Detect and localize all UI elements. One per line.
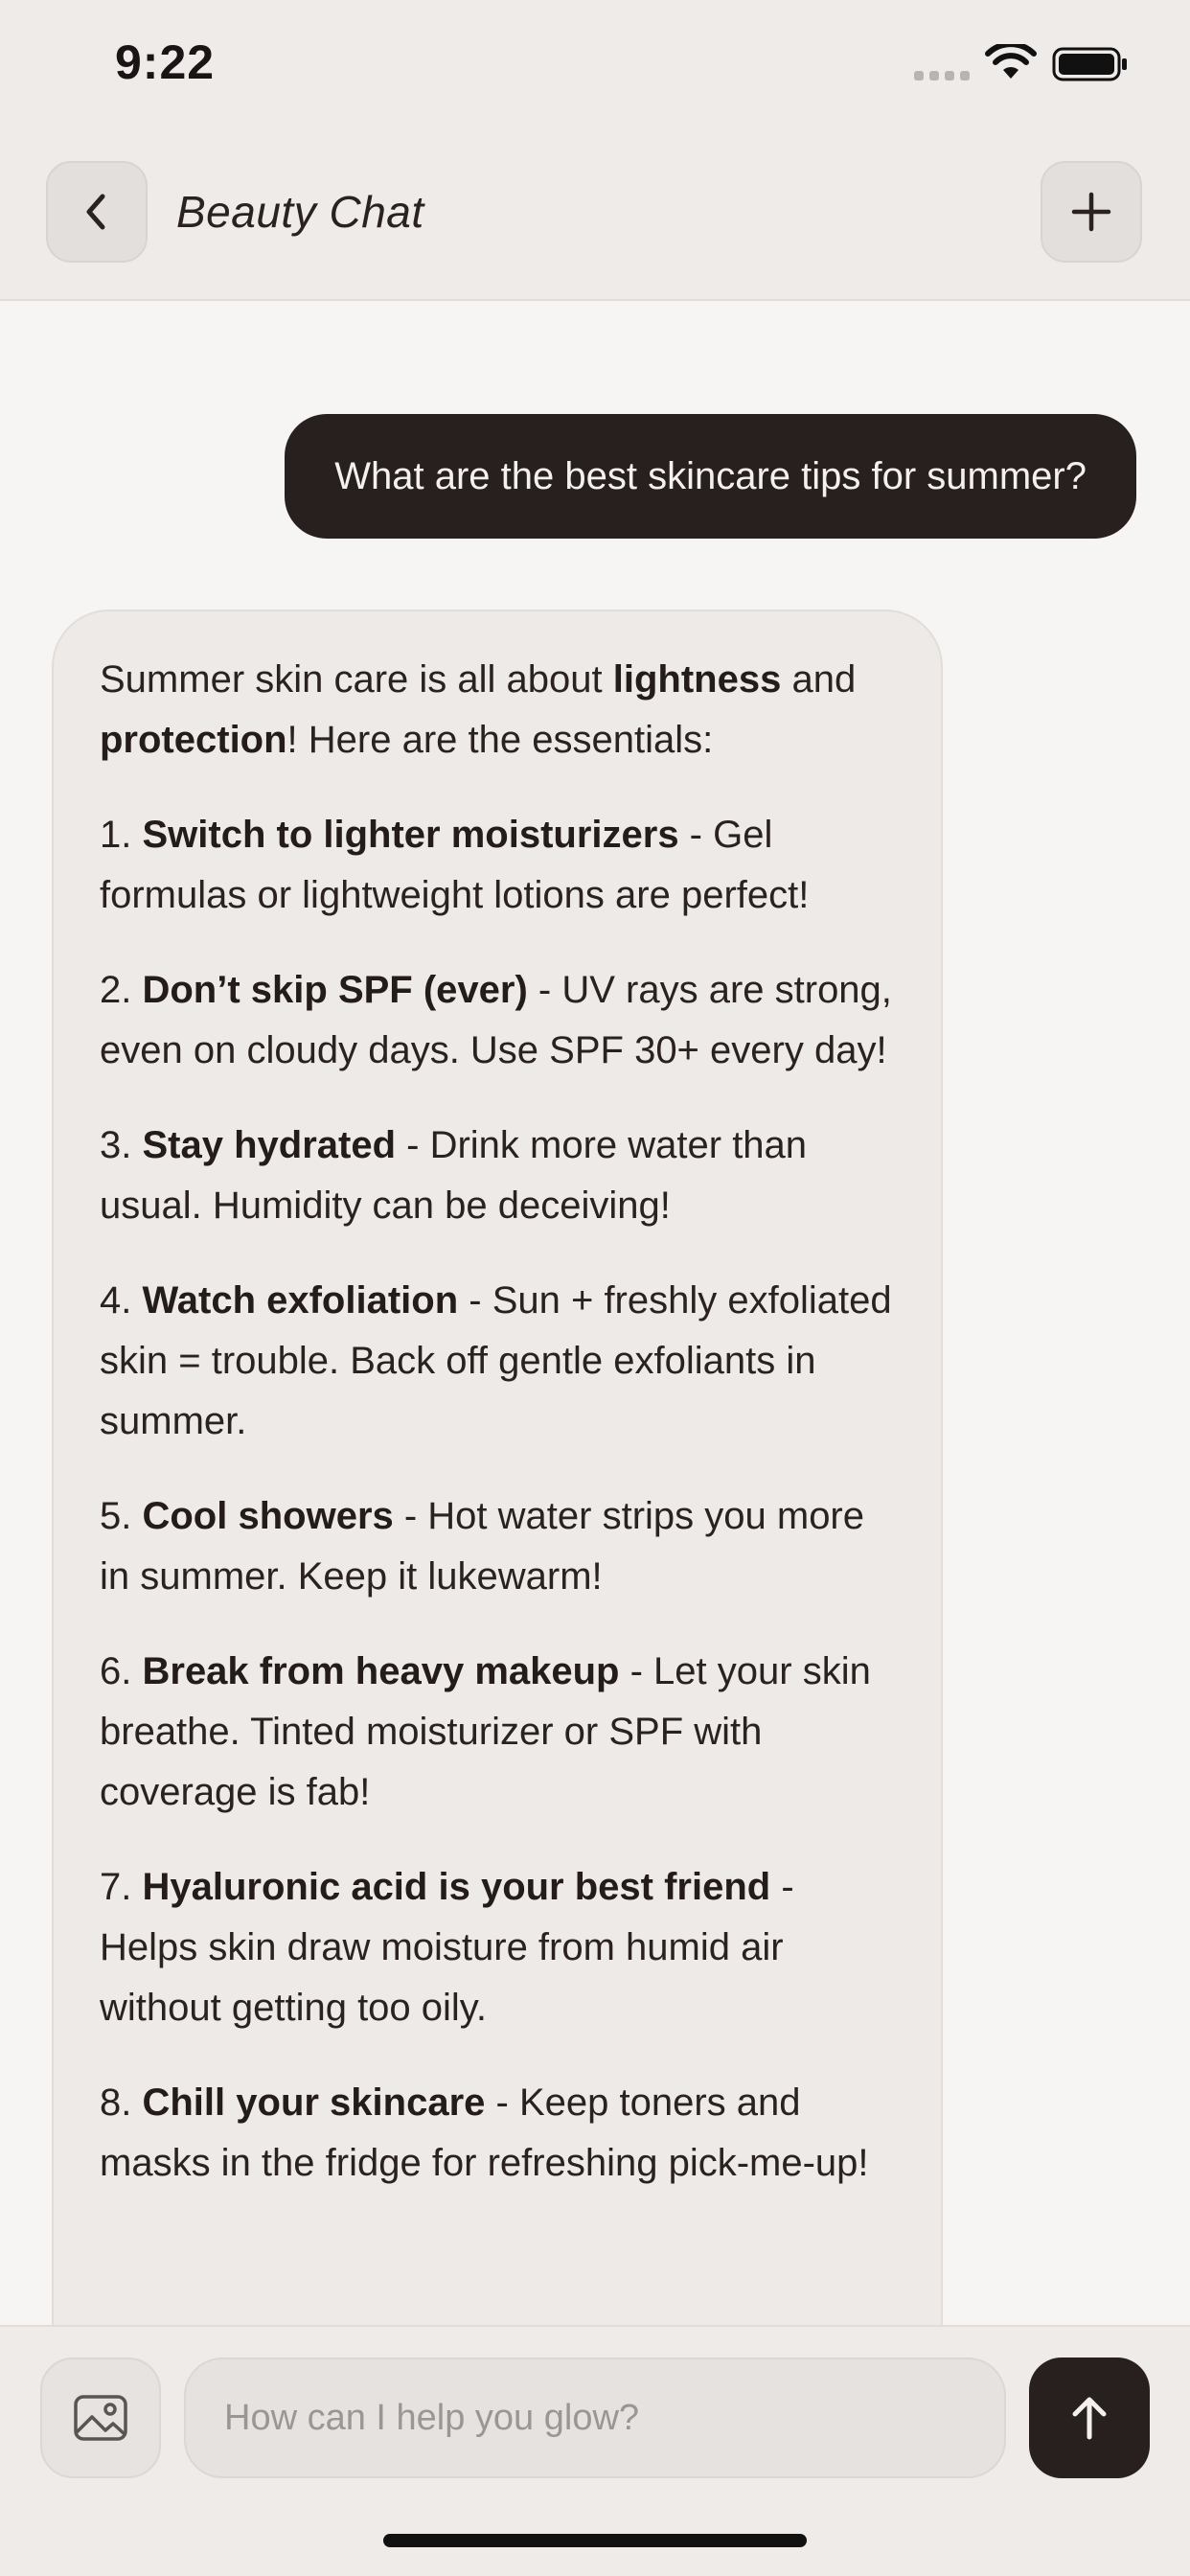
intro-text: and	[781, 658, 857, 701]
page-title: Beauty Chat	[176, 187, 424, 237]
chat-messages[interactable]	[0, 301, 1190, 2325]
status-time: 9:22	[115, 35, 216, 89]
wifi-icon	[985, 44, 1037, 82]
tip-title: Don’t skip SPF (ever)	[142, 969, 528, 1011]
tip-title: Cool showers	[142, 1495, 394, 1537]
tip-title: Chill your skincare	[142, 2082, 486, 2124]
home-indicator[interactable]	[383, 2534, 807, 2547]
tip-item	[100, 1486, 895, 1607]
tip-title: Watch exfoliation	[142, 1279, 459, 1322]
tip-item	[100, 960, 895, 1081]
image-icon	[73, 2394, 128, 2442]
arrow-up-icon	[1066, 2393, 1112, 2443]
tip-text: - Hot water strips you more in summer. Keep it lukewarm!	[100, 1495, 864, 1598]
chevron-left-icon	[78, 189, 116, 235]
plus-icon	[1068, 189, 1114, 235]
tip-number: 2.	[100, 969, 143, 1011]
tip-number: 8.	[100, 2082, 143, 2124]
assistant-message-bubble	[52, 610, 943, 2325]
cellular-signal-icon	[914, 71, 970, 80]
tip-text: - UV rays are strong, even on cloudy days. Use SPF 30+ every day!	[100, 969, 892, 1071]
tip-item	[100, 1642, 895, 1823]
tip-item	[100, 1271, 895, 1452]
chat-header	[0, 144, 1190, 301]
tip-item	[100, 2073, 895, 2194]
tip-text: - Keep toners and masks in the fridge for refreshing pick-me-up!	[100, 2082, 869, 2184]
battery-icon	[1052, 46, 1129, 82]
intro-text: ! Here are the essentials:	[286, 719, 714, 761]
tip-title: Stay hydrated	[142, 1124, 397, 1166]
tip-text: - Helps skin draw moisture from humid air without getting too oily.	[100, 1866, 794, 2029]
tip-item	[100, 805, 895, 926]
user-message-bubble: What are the best skincare tips for summer?	[285, 414, 1136, 539]
message-input[interactable]	[184, 2358, 1006, 2478]
tip-item	[100, 1116, 895, 1236]
tip-number: 7.	[100, 1866, 143, 1908]
intro-emphasis: protection	[100, 719, 287, 761]
tip-number: 4.	[100, 1279, 143, 1322]
tip-number: 3.	[100, 1124, 143, 1166]
tip-item	[100, 1857, 895, 2038]
send-button[interactable]	[1029, 2358, 1150, 2478]
tip-text: - Gel formulas or lightweight lotions are perfect!	[100, 814, 810, 916]
attach-image-button[interactable]	[40, 2358, 161, 2478]
tip-number: 6.	[100, 1650, 143, 1692]
new-chat-button[interactable]	[1041, 161, 1142, 263]
tip-number: 5.	[100, 1495, 143, 1537]
intro-emphasis: lightness	[612, 658, 782, 701]
tip-title: Switch to lighter moisturizers	[142, 814, 679, 856]
tip-title: Hyaluronic acid is your best friend	[142, 1866, 771, 1908]
tip-text: - Sun + freshly exfoliated skin = trouble. Back off gentle exfoliants in summer.	[100, 1279, 892, 1442]
intro-text: Summer skin care is all about	[100, 658, 613, 701]
status-bar	[0, 0, 1190, 144]
tip-number: 1.	[100, 814, 143, 856]
tip-text: - Let your skin breathe. Tinted moisturizer or SPF with coverage is fab!	[100, 1650, 871, 1813]
tip-text: - Drink more water than usual. Humidity can be deceiving!	[100, 1124, 808, 1227]
tip-title: Break from heavy makeup	[142, 1650, 620, 1692]
assistant-intro	[100, 650, 895, 770]
back-button[interactable]	[46, 161, 148, 263]
